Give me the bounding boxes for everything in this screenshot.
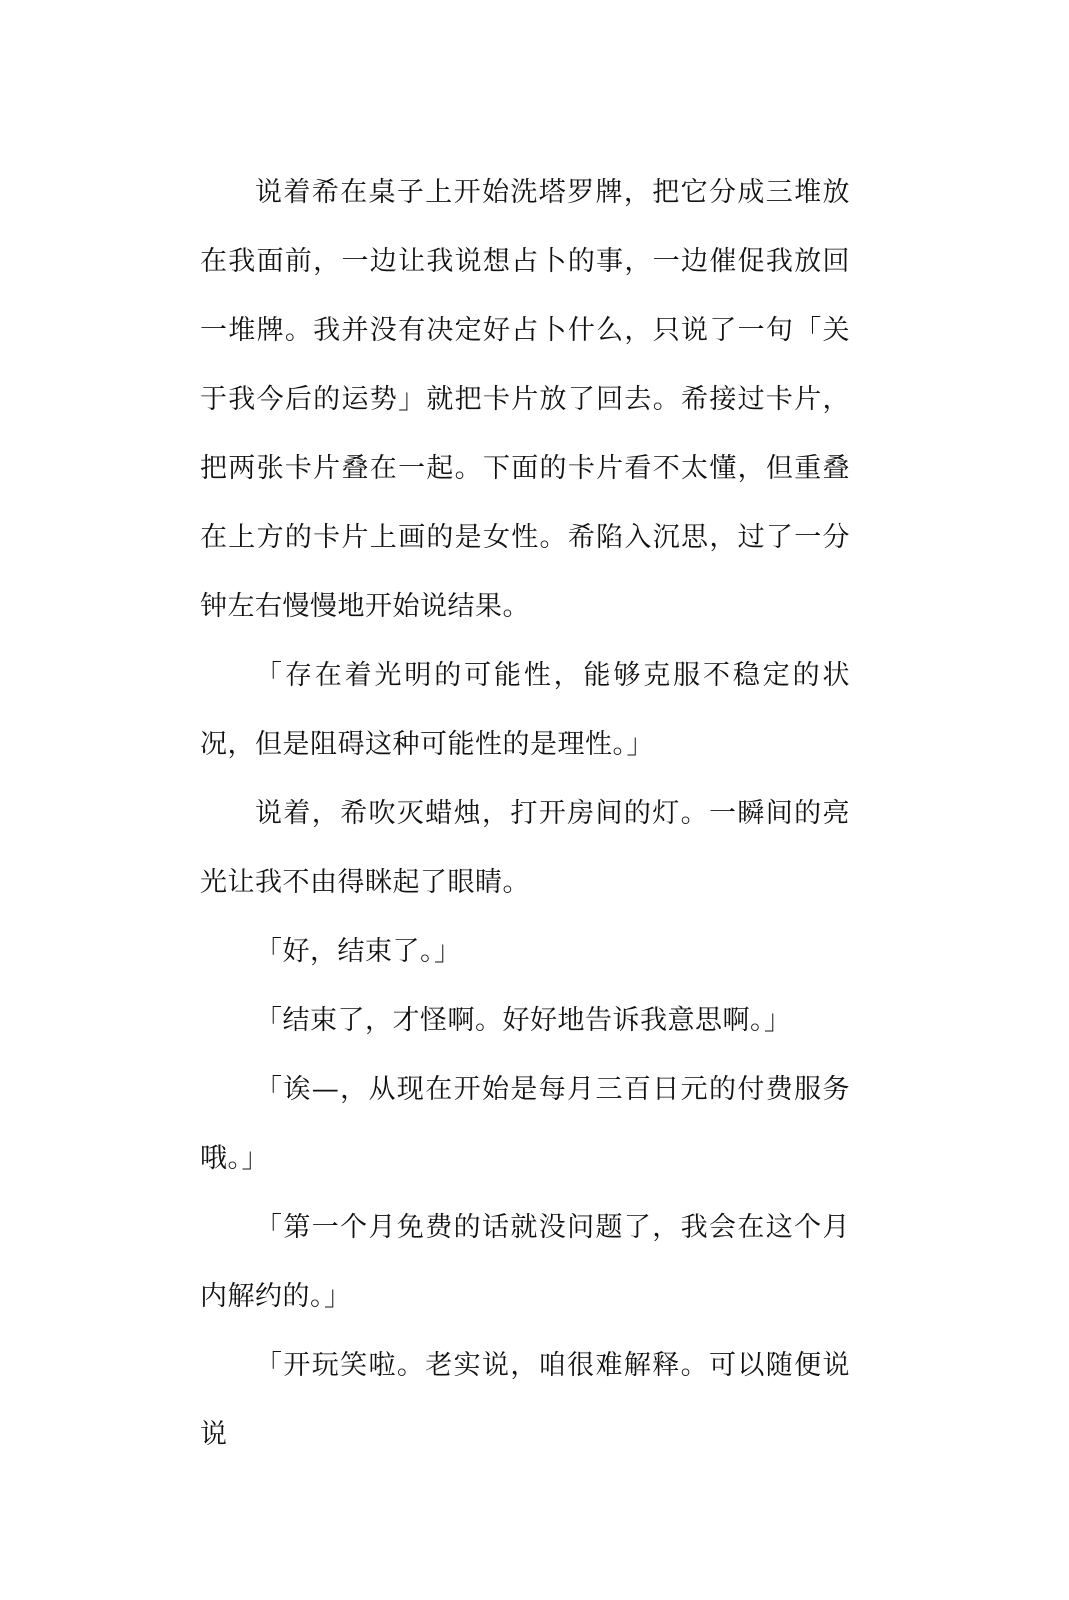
page-body xyxy=(200,158,850,1558)
paragraph-tarot-reading: 说着希在桌子上开始洗塔罗牌，把它分成三堆放在我面前，一边让我说想占卜的事，一边催促我放回一堆牌。我并没有决定好占卜什么，只说了一句「关于我今后的运势」就把卡片放了回去。希接过卡片，把两张卡片叠在一起。下面的卡片看不太懂，但重叠在上方的卡片上画的是女性。希陷入沉思，过了一分钟左右慢慢地开始说结果。 xyxy=(200,177,850,622)
paragraph-dialogue-explain: 「结束了，才怪啊。好好地告诉我意思啊。」 xyxy=(255,1005,792,1036)
paragraph-dialogue-paid-service: 「诶—，从现在开始是每月三百日元的付费服务哦。」 xyxy=(200,1074,850,1174)
paragraph-reading-result: 「存在着光明的可能性，能够克服不稳定的状况，但是阻碍这种可能性的是理性。」 xyxy=(200,660,850,760)
paragraph-dialogue-finished: 「好，结束了。」 xyxy=(255,936,462,967)
paragraph-dialogue-first-month: 「第一个月免费的话就没问题了，我会在这个月内解约的。」 xyxy=(200,1212,850,1312)
paragraph-candle-light: 说着，希吹灭蜡烛，打开房间的灯。一瞬间的亮光让我不由得眯起了眼睛。 xyxy=(200,798,850,898)
paragraph-dialogue-joking: 「开玩笑啦。老实说，咱很难解释。可以随便说说 xyxy=(200,1350,850,1450)
